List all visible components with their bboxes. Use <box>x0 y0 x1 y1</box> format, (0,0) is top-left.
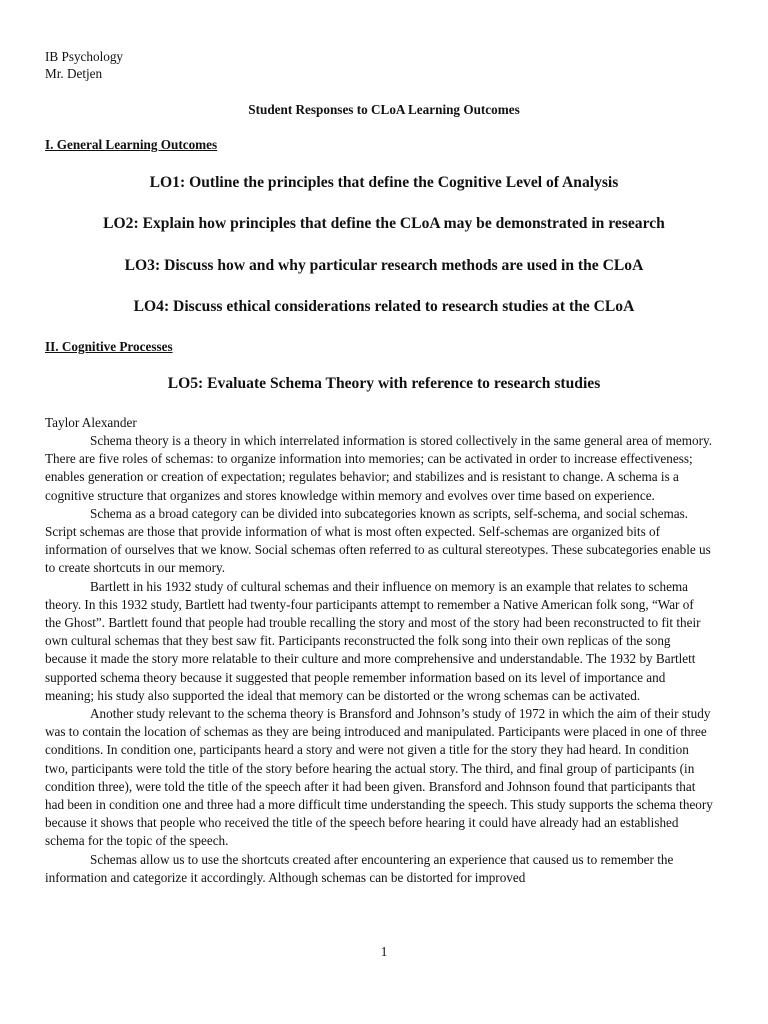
section-heading-cognitive: II. Cognitive Processes <box>45 339 173 354</box>
teacher-name: Mr. Detjen <box>45 66 103 81</box>
response-paragraph: Schema theory is a theory in which interrelated information is stored collectively in the same general area of memory. There are five roles of schemas: to organize information into memories; can be activated in order to increase effectiveness; enables generation or creation of expectation; regulates behavior; and stabilizes and is resistant to change. A schema is a cognitive structure that organizes and stores knowledge within memory and evolves over time based on experience. <box>45 433 713 503</box>
response-paragraph: Schemas allow us to use the shortcuts created after encountering an experience that caused us to remember the information and categorize it accordingly. Although schemas can be distorted for improved <box>45 851 674 885</box>
learning-outcome-lo5: LO5: Evaluate Schema Theory with reference to research studies <box>167 375 601 392</box>
learning-outcome-lo2: LO2: Explain how principles that define the CLoA may be demonstrated in research <box>103 215 665 232</box>
response-author: Taylor Alexander <box>45 415 137 430</box>
response-paragraph: Another study relevant to the schema theory is Bransford and Johnson’s study of 1972 in which the aim of their study was to contain the location of schemas as they are being introduced and manipulated. Participants were placed in one of three conditions. In condition one, participants heard a story and were not given a title for the story they had heard. In condition two, participants were told the title of the story before hearing the actual story. The third, and final group of participants (in condition three), were told the title of the speech after it had been given. Bransford and Johnson found that participants that had been in condition one and three had a more difficult time understanding the speech. This study supports the schema theory because it shows that people who received the title of the speech before hearing it could have already had an established schema for the topic of the speech. <box>45 706 713 849</box>
learning-outcome-lo3: LO3: Discuss how and why particular research methods are used in the CLoA <box>124 257 644 274</box>
document-title: Student Responses to CLoA Learning Outcomes <box>248 102 520 117</box>
course-name: IB Psychology <box>45 49 124 64</box>
response-paragraph: Bartlett in his 1932 study of cultural schemas and their influence on memory is an example that relates to schema theory. In this 1932 study, Bartlett had twenty-four participants attempt to remember a Native American folk song, “War of the Ghost”. Bartlett found that people had trouble recalling the story and most of the story had been reconstructed to fit their own cultural schemas that they best saw fit. Participants reconstructed the folk song into their own replicas of the song because it made the story more relatable to their culture and more comprehensive and understandable. The 1932 by Bartlett supported schema theory because it suggested that people remember information based on its level of importance and meaning; his study also supported the ideal that memory can be distorted or the wrong schemas can be activated. <box>45 578 701 703</box>
response-paragraph: Schema as a broad category can be divided into subcategories known as scripts, self-schema, and social schemas. Script schemas are those that provide information of what is most often expected. Self-schemas are organized bits of information of ourselves that we know. Social schemas often referred to as cultural stereotypes. These subcategories enable us to create shortcuts in our memory. <box>45 505 711 576</box>
learning-outcome-lo1: LO1: Outline the principles that define the Cognitive Level of Analysis <box>149 174 619 191</box>
response-body <box>45 432 713 887</box>
learning-outcome-lo4: LO4: Discuss ethical considerations related to research studies at the CLoA <box>133 298 635 315</box>
section-heading-general: I. General Learning Outcomes <box>45 137 218 152</box>
page-number: 1 <box>380 944 388 959</box>
